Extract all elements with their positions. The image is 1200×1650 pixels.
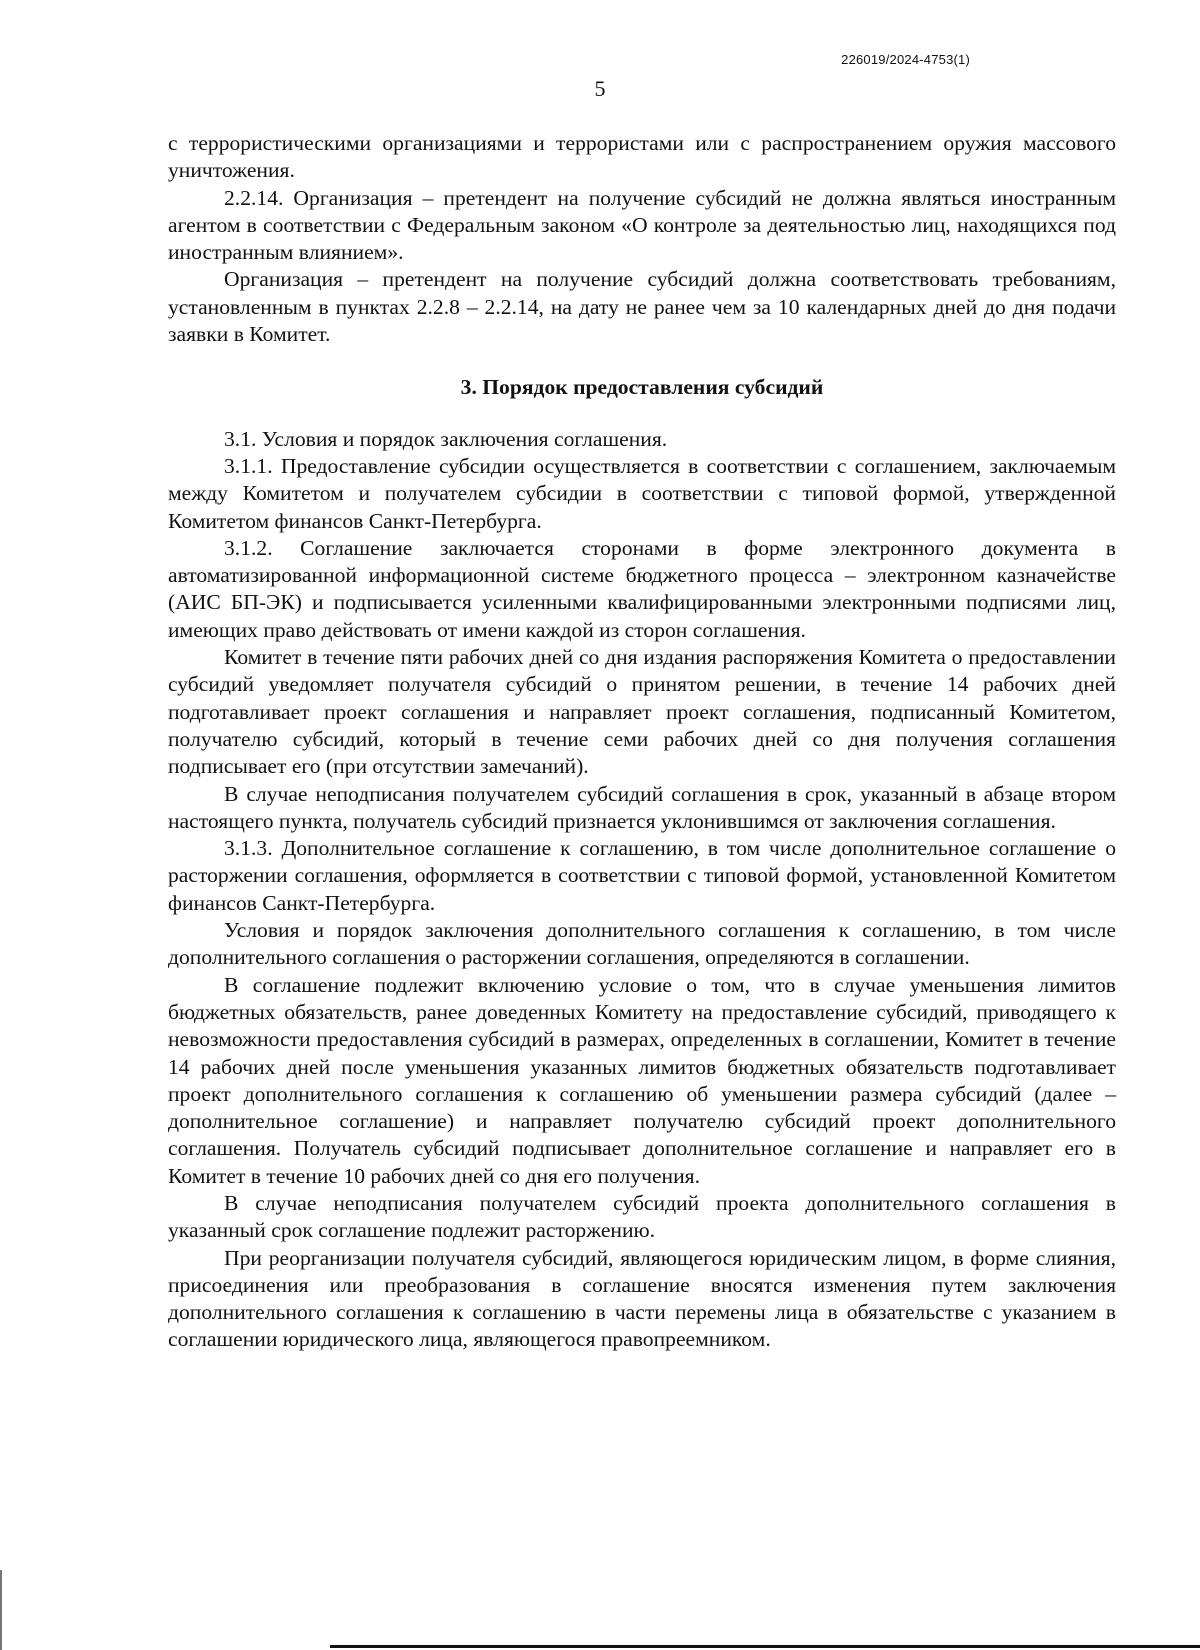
scan-edge-mark <box>0 1570 2 1650</box>
paragraph-continuation: с террористическими организациями и террористами или с распространением оружия массового уничтожения. <box>168 131 1116 183</box>
page-number: 5 <box>594 76 606 101</box>
paragraph-non-signing: В случае неподписания получателем субсидий соглашения в срок, указанный в абзаце втором настоящего пункта, получатель субсидий признается уклонившимся от заключения соглашения. <box>168 781 1116 833</box>
section-title: 3. Порядок предоставления субсидий <box>460 375 824 400</box>
paragraph-committee-notice: Комитет в течение пяти рабочих дней со дня издания распоряжения Комитета о предоставлении субсидий уведомляет получателя субсидий о принятом решении, в течение 14 рабочих дней подготавливает проект соглашения и направляет проект соглашения, подписанный Комитетом, получателю субсидий, который в течение семи рабочих дней со дня получения соглашения подписывает его (при отсутствии замечаний). <box>168 645 1116 779</box>
paragraph-3-1-3: 3.1.3. Дополнительное соглашение к соглашению, в том числе дополнительное соглашение о расторжении соглашения, оформляется в соответствии с типовой формой, установленной Комитетом финансов Санкт-Петербурга. <box>168 836 1116 915</box>
paragraph-additional-conditions: Условия и порядок заключения дополнительного соглашения к соглашению, в том числе дополнительного соглашения о расторжении соглашения, определяются в соглашении. <box>168 918 1116 970</box>
paragraph-reorganization: При реорганизации получателя субсидий, являющегося юридическим лицом, в форме слияния, присоединения или преобразования в соглашение вносятся изменения путем заключения дополнительного соглашения к соглашению в части перемены лица в обязательстве с указанием в соглашении юридического лица, являющегося правопреемником. <box>168 1245 1116 1352</box>
document-body <box>168 130 1116 1354</box>
bottom-rule <box>330 1645 1200 1648</box>
paragraph-requirements-date: Организация – претендент на получение субсидий должна соответствовать требованиям, установленным в пунктах 2.2.8 – 2.2.14, на дату не ранее чем за 10 календарных дней до дня подачи заявки в Комитет. <box>168 267 1116 347</box>
paragraph-termination: В случае неподписания получателем субсидий проекта дополнительного соглашения в указанный срок соглашение подлежит расторжению. <box>168 1190 1116 1243</box>
paragraph-2-2-14: 2.2.14. Организация – претендент на получение субсидий не должна являться иностранным агентом в соответствии с Федеральным законом «О контроле за деятельностью лиц, находящихся под иностранным влиянием». <box>168 185 1116 265</box>
paragraph-3-1-2: 3.1.2. Соглашение заключается сторонами в форме электронного документа в автоматизированной информационной системе бюджетного процесса – электронном казначействе (АИС БП-ЭК) и подписывается усиленными квалифицированными электронными подписями лиц, имеющих право действовать от имени каждой из сторон соглашения. <box>168 535 1116 642</box>
document-id: 226019/2024-4753(1) <box>841 52 970 67</box>
paragraph-limit-reduction: В соглашение подлежит включению условие о том, что в случае уменьшения лимитов бюджетных обязательств, ранее доведенных Комитету на предоставление субсидий, приводящего к невозможности предоставления субсидий в размерах, определенных в соглашении, Комитет в течение 14 рабочих дней после уменьшения указанных лимитов бюджетных обязательств подготавливает проект дополнительного соглашения к соглашению об уменьшении размера субсидий (далее – дополнительное соглашение) и направляет получателю субсидий проект дополнительного соглашения. Получатель субсидий подписывает дополнительное соглашение и направляет его в Комитет в течение 10 рабочих дней со дня его получения. <box>168 972 1116 1188</box>
paragraph-3-1-1: 3.1.1. Предоставление субсидии осуществляется в соответствии с соглашением, заключаемым между Комитетом и получателем субсидии в соответствии с типовой формой, утвержденной Комитетом финансов Санкт-Петербурга. <box>168 453 1116 533</box>
paragraph-3-1: 3.1. Условия и порядок заключения соглашения. <box>224 426 668 451</box>
